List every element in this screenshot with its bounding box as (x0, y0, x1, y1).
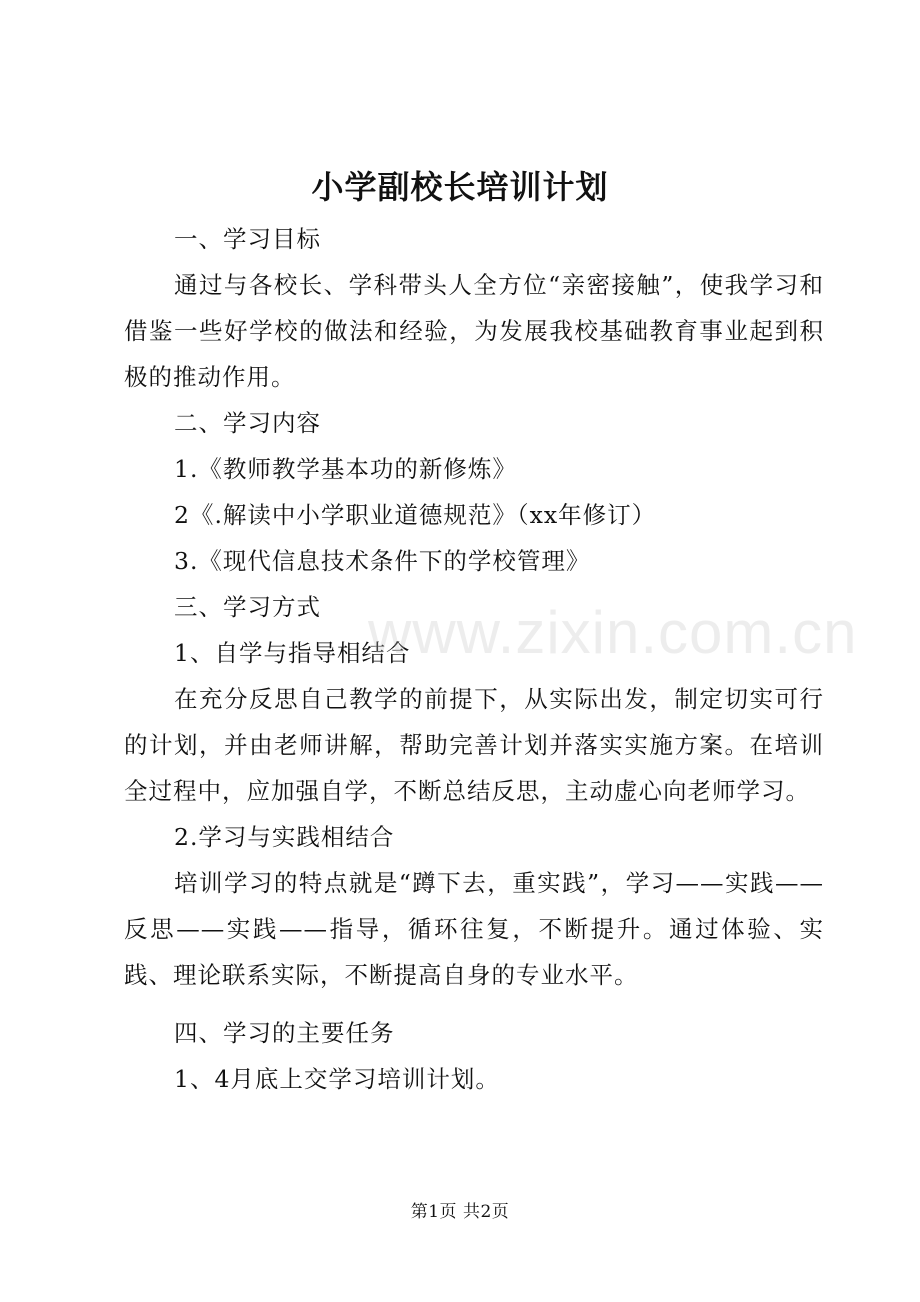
list-item-task-1: 1、4月底上交学习培训计划。 (174, 1065, 500, 1093)
heading-learning-methods: 三、学习方式 (174, 593, 321, 621)
subheading-self-study: 1、自学与指导相结合 (174, 639, 411, 667)
list-item-content-2: 2《.解读中小学职业道德规范》（xx年修订） (174, 501, 657, 529)
document-body (124, 216, 824, 1102)
subheading-practice: 2.学习与实践相结合 (174, 823, 395, 851)
list-item-content-1: 1.《教师教学基本功的新修炼》 (174, 455, 517, 483)
list-item-content-3: 3.《现代信息技术条件下的学校管理》 (174, 547, 591, 575)
heading-main-tasks: 四、学习的主要任务 (174, 1019, 395, 1047)
heading-learning-goals: 一、学习目标 (174, 225, 321, 253)
paragraph-learning-goals: 通过与各校长、学科带头人全方位“亲密接触”，使我学习和借鉴一些好学校的做法和经验，为发展我校基础教育事业起到积极的推动作用。 (124, 271, 824, 391)
document-title: 小学副校长培训计划 (311, 168, 609, 206)
page-footer: 第1页 共2页 (410, 1202, 510, 1222)
watermark-text: www.zixin.com.cn (368, 599, 858, 666)
paragraph-practice: 培训学习的特点就是“蹲下去，重实践”，学习——实践——反思——实践——指导，循环往复，不断提升。通过体验、实践、理论联系实际，不断提高自身的专业水平。 (124, 869, 824, 989)
heading-learning-content: 二、学习内容 (174, 409, 321, 437)
paragraph-self-study: 在充分反思自己教学的前提下，从实际出发，制定切实可行的计划，并由老师讲解，帮助完善计划并落实实施方案。在培训全过程中，应加强自学，不断总结反思，主动虚心向老师学习。 (124, 685, 824, 805)
